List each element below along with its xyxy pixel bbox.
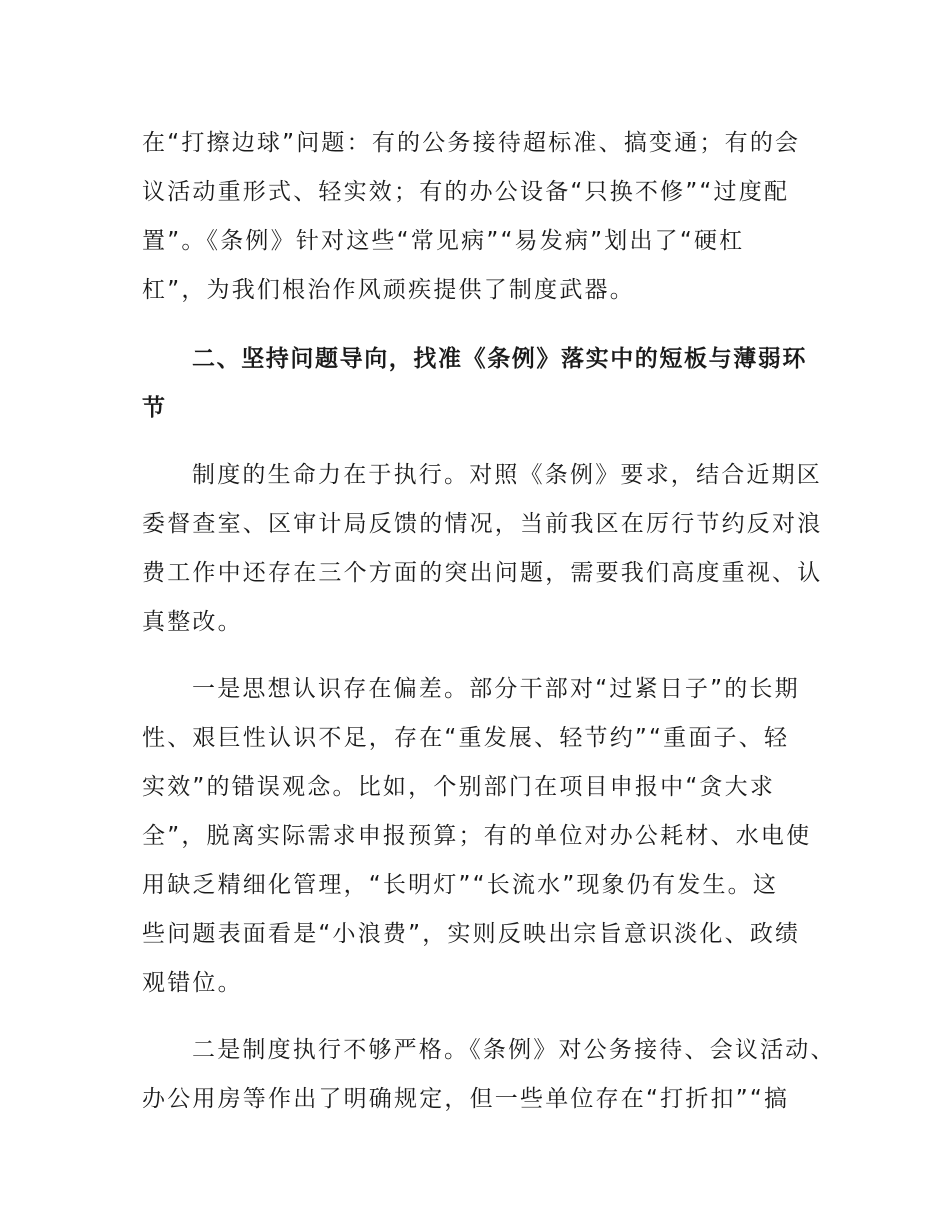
paragraph-2-line-4: 真整改。 bbox=[142, 609, 243, 635]
paragraph-2-line-1: 制度的生命力在于执行。对照《条例》要求，结合近期区 bbox=[192, 462, 822, 488]
paragraph-1-line-1: 在“打擦边球”问题：有的公务接待超标准、搞变通；有的会 bbox=[142, 130, 801, 156]
paragraph-3-line-7: 观错位。 bbox=[142, 970, 243, 996]
section-heading-line-2: 节 bbox=[142, 395, 167, 421]
paragraph-3-line-5: 用缺乏精细化管理，“长明灯”“长流水”现象仍有发生。这 bbox=[142, 872, 779, 898]
paragraph-3-line-3: 实效”的错误观念。比如，个别部门在项目申报中“贪大求 bbox=[142, 774, 776, 800]
paragraph-3-line-1: 一是思想认识存在偏差。部分干部对“过紧日子”的长期 bbox=[192, 676, 800, 702]
paragraph-2-line-3: 费工作中还存在三个方面的突出问题，需要我们高度重视、认 bbox=[142, 560, 823, 586]
paragraph-4-line-2: 办公用房等作出了明确规定，但一些单位存在“打折扣”“搞 bbox=[142, 1086, 790, 1112]
paragraph-3-line-4: 全”，脱离实际需求申报预算；有的单位对办公耗材、水电使 bbox=[142, 823, 812, 849]
paragraph-1-line-3: 置”。《条例》针对这些“常见病”“易发病”划出了“硬杠 bbox=[142, 228, 745, 254]
paragraph-1-line-2: 议活动重形式、轻实效；有的办公设备“只换不修”“过度配 bbox=[142, 179, 790, 205]
section-heading-line-1: 二、坚持问题导向，找准《条例》落实中的短板与薄弱环 bbox=[192, 346, 807, 372]
paragraph-3-line-6: 些问题表面看是“小浪费”，实则反映出宗旨意识淡化、政绩 bbox=[142, 921, 801, 947]
paragraph-2-line-2: 委督查室、区审计局反馈的情况，当前我区在厉行节约反对浪 bbox=[142, 511, 823, 537]
paragraph-1-line-4: 杠”，为我们根治作风顽疾提供了制度武器。 bbox=[142, 277, 635, 303]
paragraph-3-line-2: 性、艰巨性认识不足，存在“重发展、轻节约”“重面子、轻 bbox=[142, 725, 790, 751]
paragraph-4-line-1: 二是制度执行不够严格。《条例》对公务接待、会议活动、 bbox=[192, 1037, 836, 1063]
